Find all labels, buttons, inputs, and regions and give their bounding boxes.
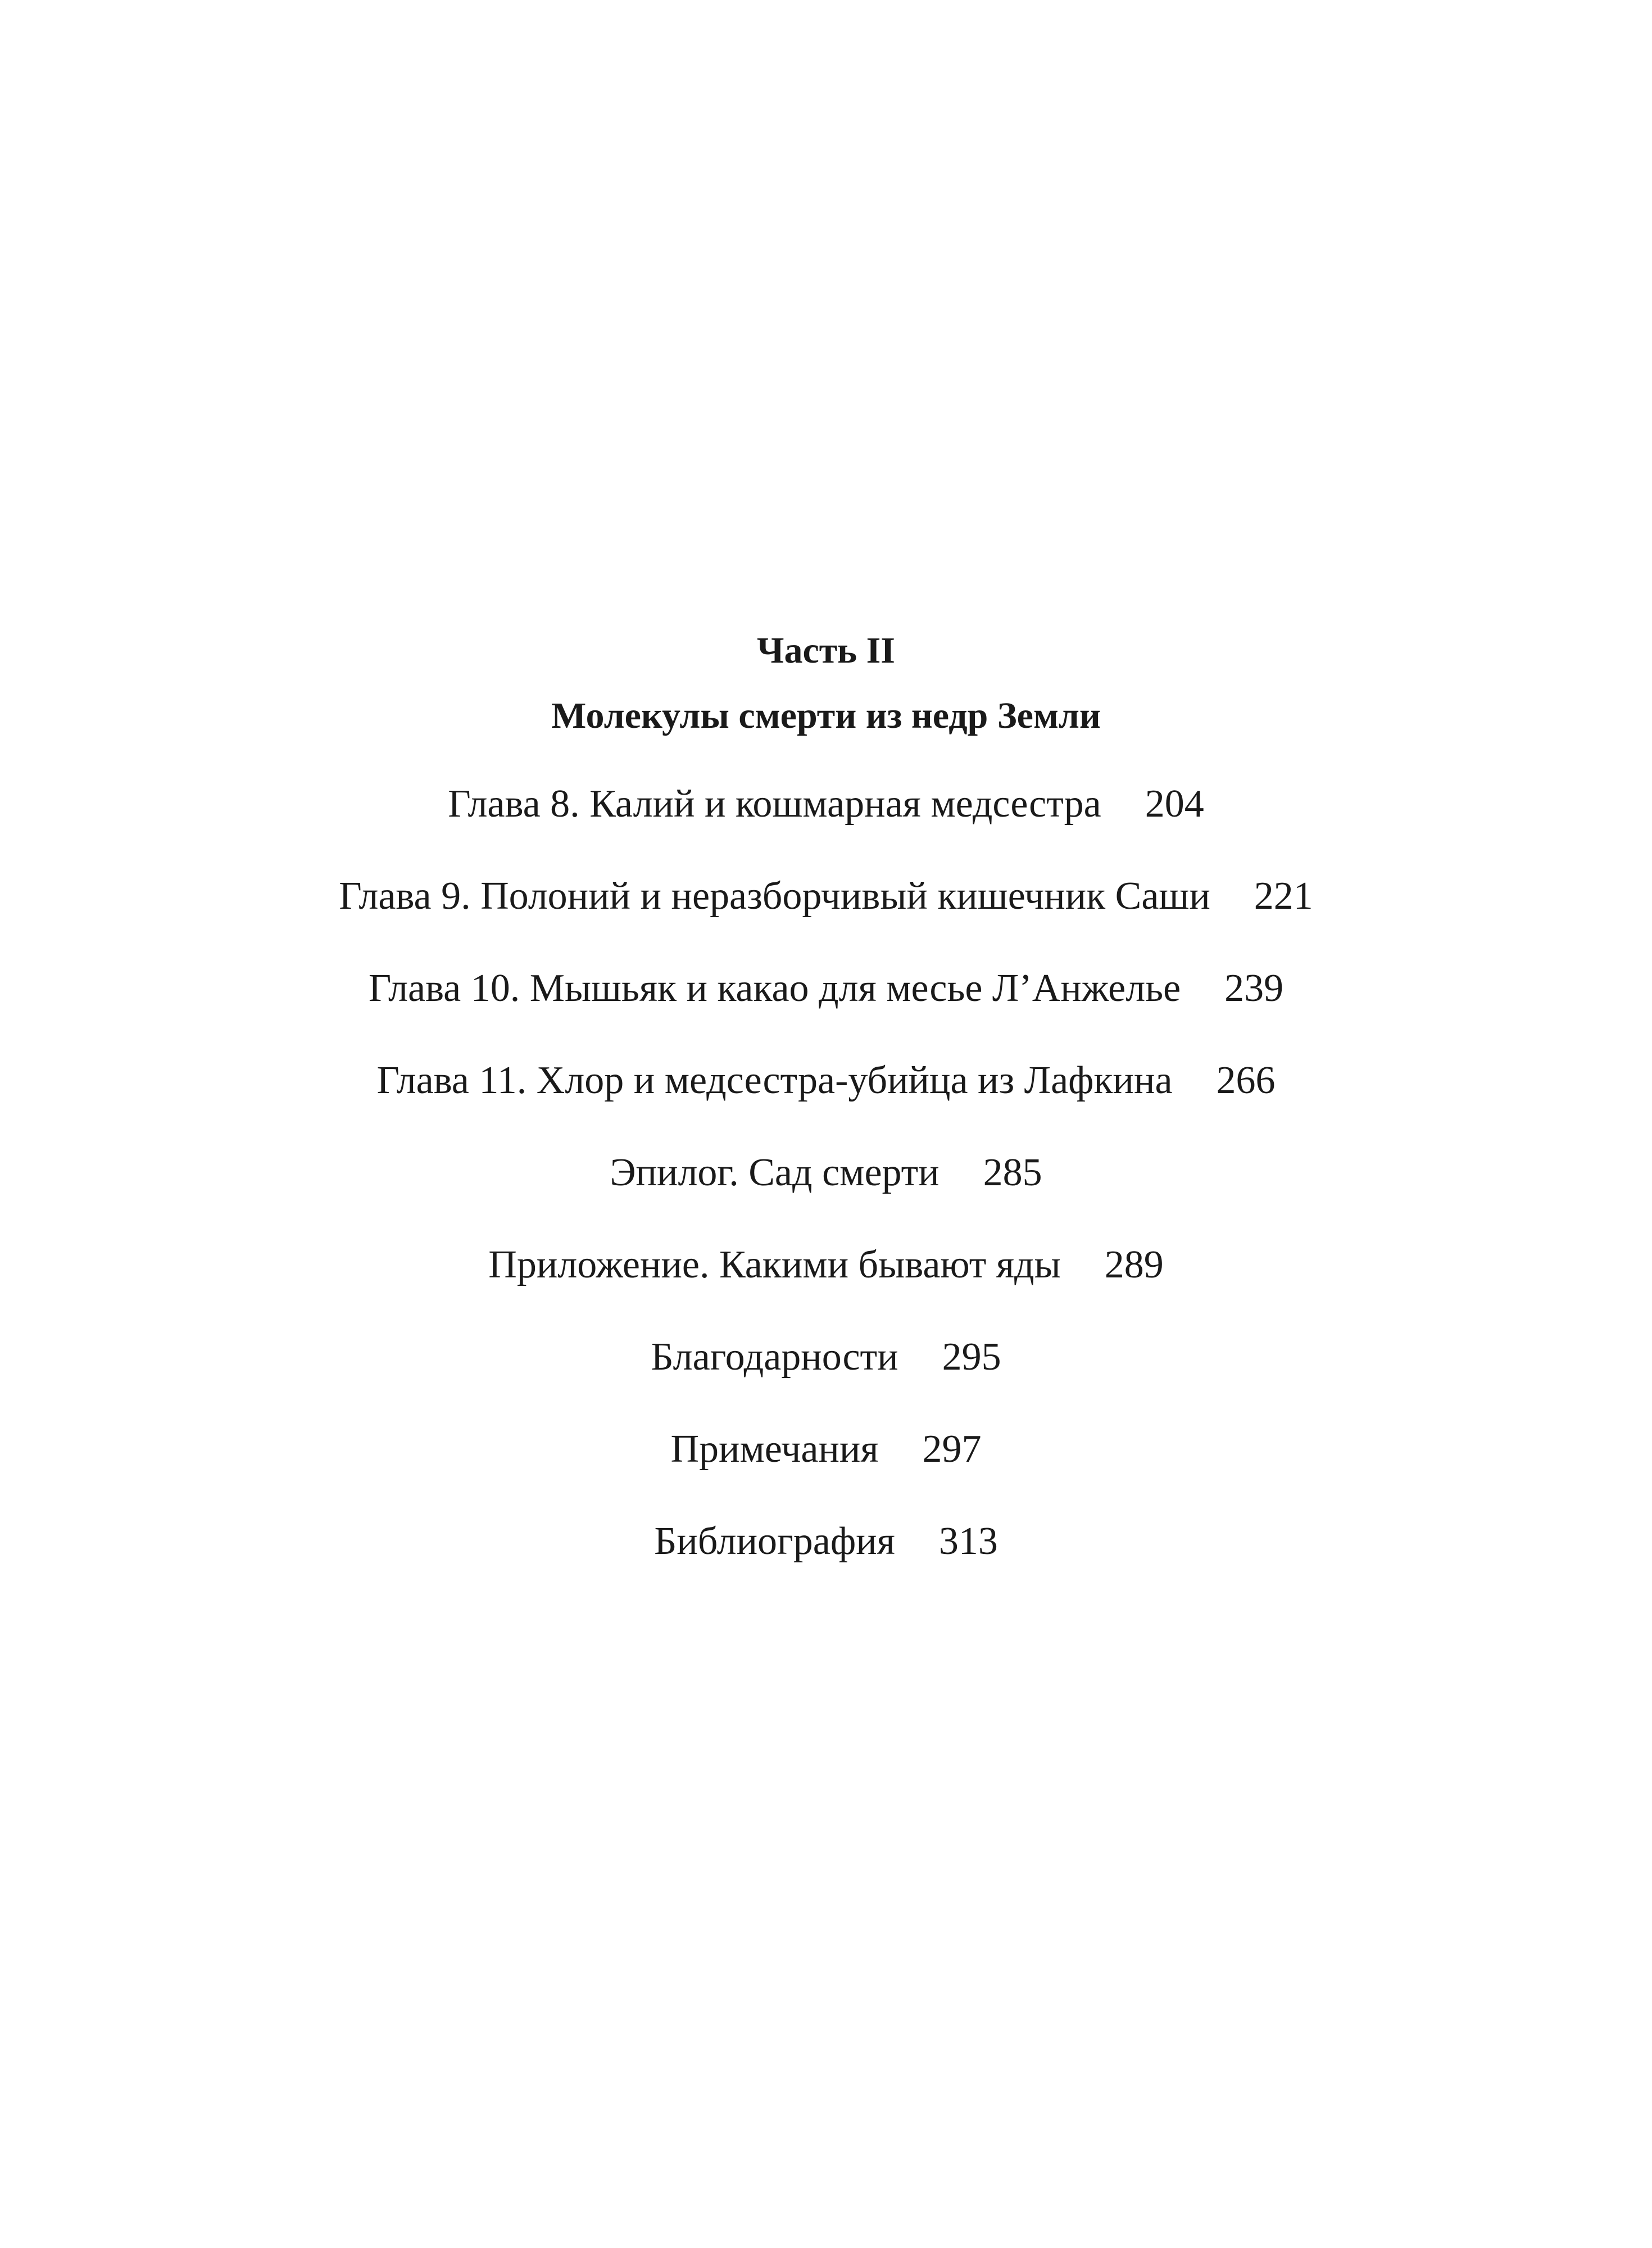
part-title: Молекулы смерти из недр Земли	[551, 695, 1101, 736]
toc-entry	[0, 871, 1652, 963]
toc-entry-title: Глава 10. Мышьяк и какао для месье Л’Анжелье	[368, 967, 1181, 1010]
toc-entry	[0, 1516, 1652, 1608]
toc-entry	[0, 1332, 1652, 1424]
toc-entry	[0, 1240, 1652, 1332]
table-of-contents	[0, 779, 1652, 1608]
toc-entry-page: 204	[1145, 782, 1204, 826]
toc-entry	[0, 1055, 1652, 1148]
toc-entry-title: Примечания	[670, 1427, 879, 1471]
toc-entry-page: 285	[983, 1151, 1042, 1194]
toc-entry-page: 295	[942, 1335, 1001, 1379]
toc-entry-title: Библиография	[654, 1520, 895, 1563]
toc-entry-title: Эпилог. Сад смерти	[610, 1151, 940, 1194]
toc-entry-page: 239	[1224, 967, 1284, 1010]
toc-entry	[0, 779, 1652, 871]
part-label: Часть II	[757, 630, 895, 671]
toc-entry-title: Глава 9. Полоний и неразборчивый кишечник Саши	[339, 874, 1210, 918]
toc-entry-page: 289	[1104, 1243, 1164, 1286]
toc-entry-title: Глава 11. Хлор и медсестра-убийца из Лафкина	[376, 1059, 1173, 1102]
toc-entry	[0, 1148, 1652, 1240]
toc-entry	[0, 1424, 1652, 1516]
toc-entry-page: 297	[922, 1427, 982, 1471]
toc-entry-title: Глава 8. Калий и кошмарная медсестра	[448, 782, 1101, 826]
toc-entry	[0, 963, 1652, 1055]
toc-entry-page: 221	[1254, 874, 1313, 918]
toc-entry-page: 313	[938, 1520, 998, 1563]
toc-entry-page: 266	[1216, 1059, 1276, 1102]
toc-entry-title: Благодарности	[651, 1335, 898, 1379]
toc-entry-title: Приложение. Какими бывают яды	[488, 1243, 1061, 1286]
